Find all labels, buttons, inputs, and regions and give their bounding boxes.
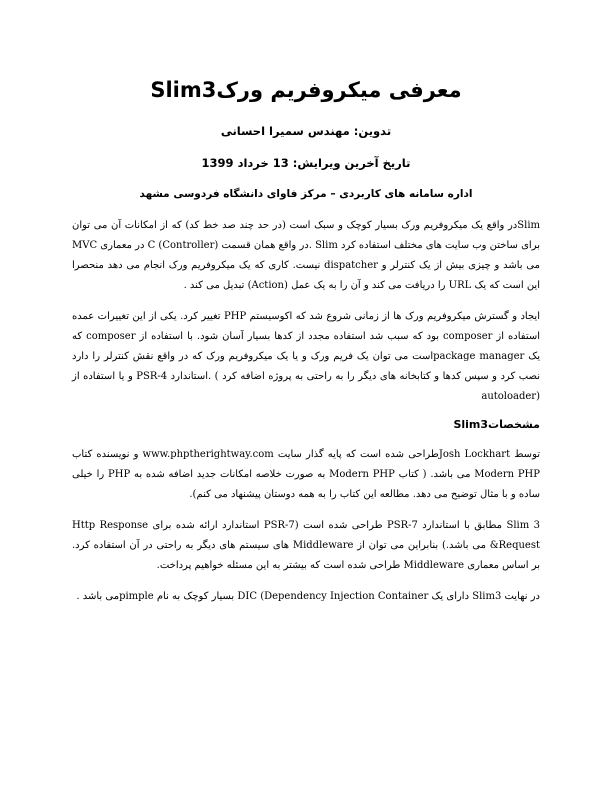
feature-paragraph-1: توسط Josh Lockhartطراحی شده است که پایه گذار سایت www.phptherightway.com و نویسنده کتاب Modern PHP می باشد. ( کتاب Modern PHP به صورت خلاصه امکانات جدید اضافه شده به PHP را خیلی ساده و با مثال توضیح می دهد. مطالعه این کتاب را به همه دوستان پیشنهاد می کنم).	[72, 449, 541, 500]
organization-line: اداره سامانه های کاربردی – مرکز فاوای دانشگاه فردوسی مشهد	[139, 188, 473, 200]
feature-paragraph-3: در نهایت Slim3 دارای یک DIC (Dependency Injection Container بسیار کوچک به نام pimpleمی باشد .	[76, 591, 540, 602]
intro-paragraph-2: ایجاد و گسترش میکروفریم ورک ها از زمانی شروع شد که اکوسیستم PHP تغییر کرد. یکی از این تغییرات عمده استفاده از composer بود که سبب شد استفاده مجدد از کدها بسیار آسان شود. با استفاده از composer که یک package managerاست می توان یک فریم ورک و یا یک میکروفریم ورک که در واقع نقش کنترلر را دارد نصب کرد و سپس کدها و کتابخانه های دیگر را به راحتی به پروژه اضافه کرد ) .استاندارد PSR-4 و یا استفاده از (autoloader	[72, 311, 540, 402]
feature-paragraph-2: Slim 3 مطابق با استاندارد PSR-7 طراحی شده است (PSR-7 استاندارد ارائه شده برای Http Response &Request می باشد.) بنابراین می توان از Middleware های سیستم های دیگر به راحتی در آن استفاده کرد. بر اساس معماری Middleware طراحی شده است که بیشتر به این مسئله خواهیم پرداخت.	[72, 520, 540, 571]
features-heading: مشخصاتSlim3	[453, 418, 540, 431]
author-line: تدوین: مهندس سمیرا احسانی	[220, 124, 392, 138]
page-title: معرفی میکروفریم ورکSlim3	[150, 78, 462, 102]
last-edit-date: تاریخ آخرین ویرایش: 13 خرداد 1399	[201, 156, 411, 170]
intro-paragraph-1: Slimدر واقع یک میکروفریم ورک بسیار کوچک و سبک است (در حد چند صد خط کد) که از امکانات آن می توان برای ساختن وب سایت های مختلف استفاده کرد Slim .در واقع همان قسمت C (Controller) در معماری MVC می باشد و چیزی بیش از یک کنترلر و dispatcher نیست. کاری که یک میکروفریم ورک انجام می دهد منحصرا این است که یک URL را دریافت می کند و آن را به یک عمل (Action) تبدیل می کند .	[71, 220, 540, 291]
